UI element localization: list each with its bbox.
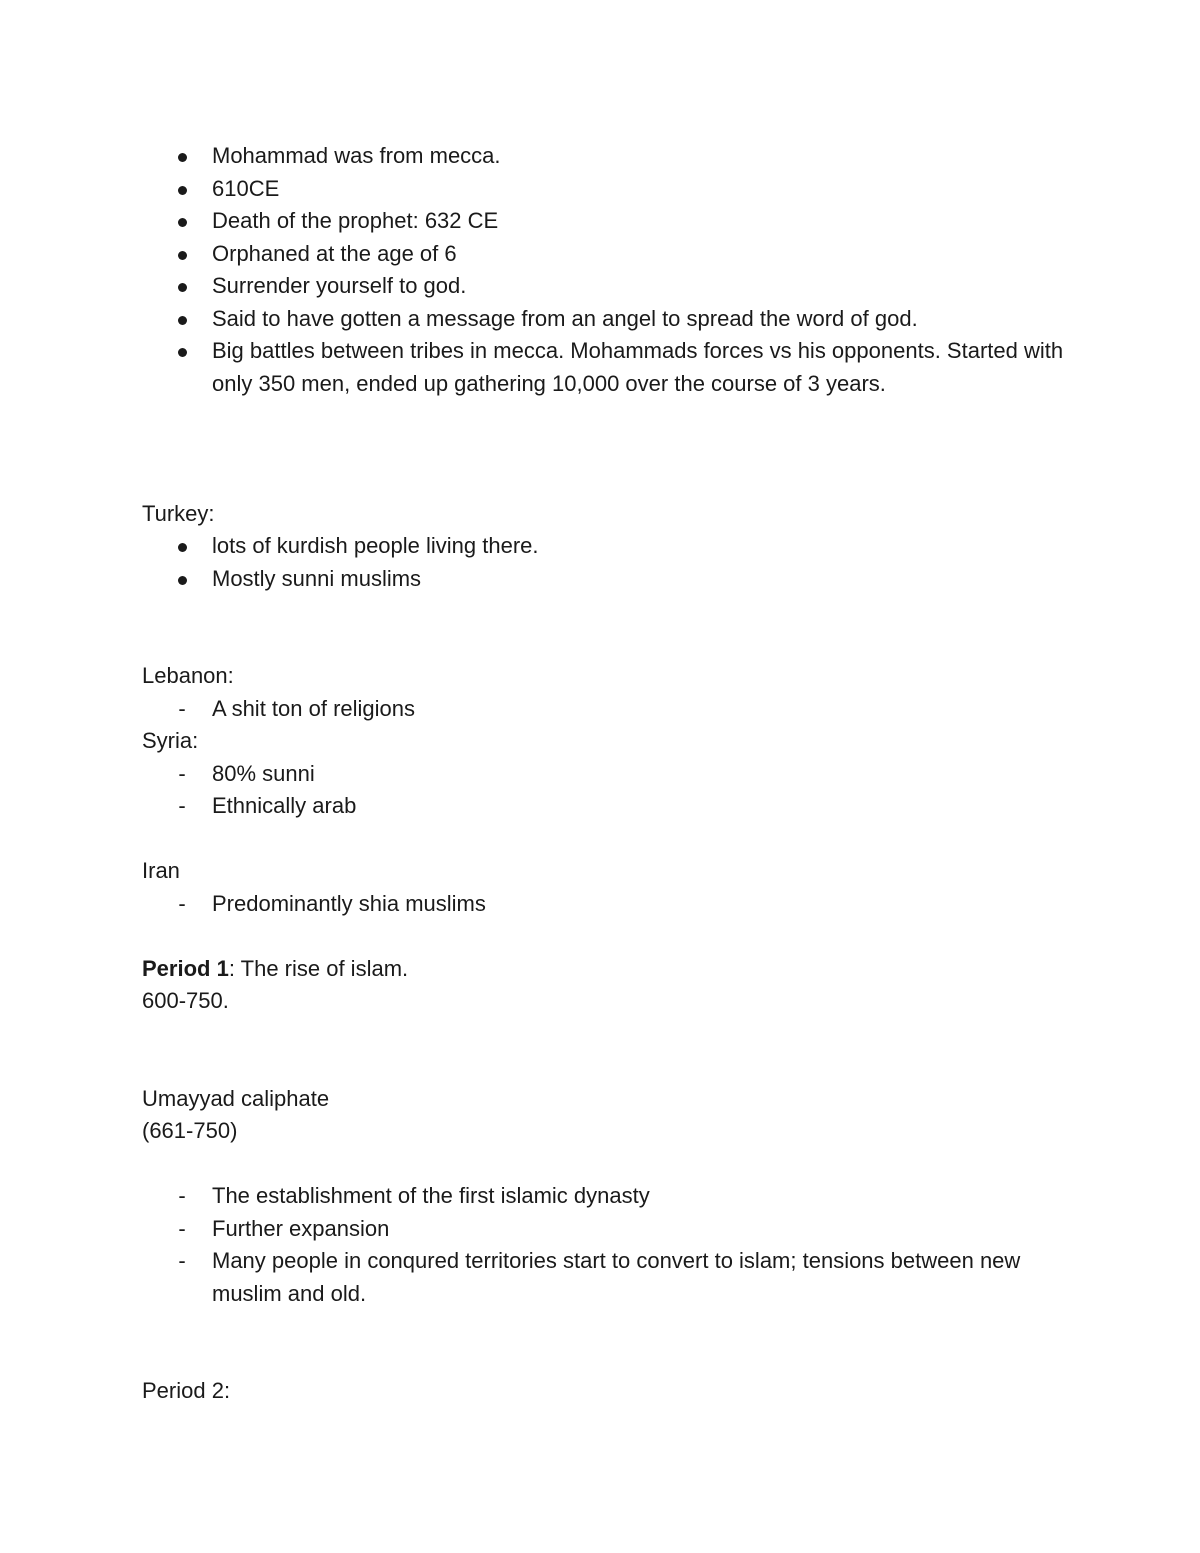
bullet-dot-icon (178, 348, 187, 357)
syria-heading: Syria: (142, 728, 199, 753)
period1-years: 600-750. (142, 988, 229, 1013)
list-item: Big battles between tribes in mecca. Mohammads forces vs his opponents. Started with only 350 men, ended up gathering 10,000 over the course of 3 years. (142, 335, 1082, 400)
list-item: - Ethnically arab (142, 790, 1082, 823)
spacer (142, 400, 1082, 498)
umayyad-heading: Umayyad caliphate (142, 1085, 330, 1111)
spacer (142, 1018, 1082, 1083)
turkey-heading: Turkey: (142, 500, 215, 526)
period2-heading: Period 2: (142, 1378, 231, 1403)
spacer (142, 1148, 1082, 1181)
list-item: - Many people in conqured territories start to convert to islam; tensions between new muslim and old. (142, 1245, 1082, 1310)
intro-bullet-list (142, 140, 1082, 400)
spacer (142, 1310, 1082, 1375)
list-item: - Predominantly shia muslims (142, 888, 1082, 921)
spacer (142, 595, 1082, 660)
bullet-dot-icon (178, 251, 187, 260)
dash-marker: - (178, 1248, 186, 1273)
list-item: 610CE (142, 173, 1082, 206)
period1-heading (142, 953, 1082, 986)
lebanon-dash-list (142, 693, 1082, 726)
period1-title: : The rise of islam. (228, 955, 409, 981)
iran-heading: Iran (142, 858, 180, 883)
turkey-bullet-list (142, 530, 1082, 595)
bullet-dot-icon (178, 153, 187, 162)
bullet-dot-icon (178, 218, 187, 227)
spacer (142, 920, 1082, 953)
iran-dash-list (142, 888, 1082, 921)
list-item: Orphaned at the age of 6 (142, 238, 1082, 271)
list-item: - Further expansion (142, 1213, 1082, 1246)
lebanon-heading: Lebanon: (142, 663, 234, 688)
bullet-dot-icon (178, 283, 187, 292)
period1-label: Period 1 (142, 955, 229, 981)
dash-marker: - (178, 793, 186, 818)
document-body (142, 140, 1082, 1408)
list-item: Mohammad was from mecca. (142, 140, 1082, 173)
list-item: - A shit ton of religions (142, 693, 1082, 726)
syria-dash-list (142, 758, 1082, 823)
list-item: Surrender yourself to god. (142, 270, 1082, 303)
umayyad-years: (661-750) (142, 1118, 238, 1143)
list-item: - 80% sunni (142, 758, 1082, 791)
list-item: Mostly sunni muslims (142, 563, 1082, 596)
bullet-dot-icon (178, 186, 187, 195)
bullet-dot-icon (178, 576, 187, 585)
spacer (142, 823, 1082, 856)
umayyad-dash-list (142, 1180, 1082, 1310)
list-item: - The establishment of the first islamic dynasty (142, 1180, 1082, 1213)
dash-marker: - (178, 695, 186, 721)
bullet-dot-icon (178, 543, 187, 552)
dash-marker: - (178, 1183, 186, 1208)
list-item: lots of kurdish people living there. (142, 530, 1082, 563)
dash-marker: - (178, 890, 186, 916)
list-item: Said to have gotten a message from an angel to spread the word of god. (142, 303, 1082, 336)
dash-marker: - (178, 760, 186, 786)
list-item: Death of the prophet: 632 CE (142, 205, 1082, 238)
bullet-dot-icon (178, 316, 187, 325)
dash-marker: - (178, 1215, 186, 1241)
